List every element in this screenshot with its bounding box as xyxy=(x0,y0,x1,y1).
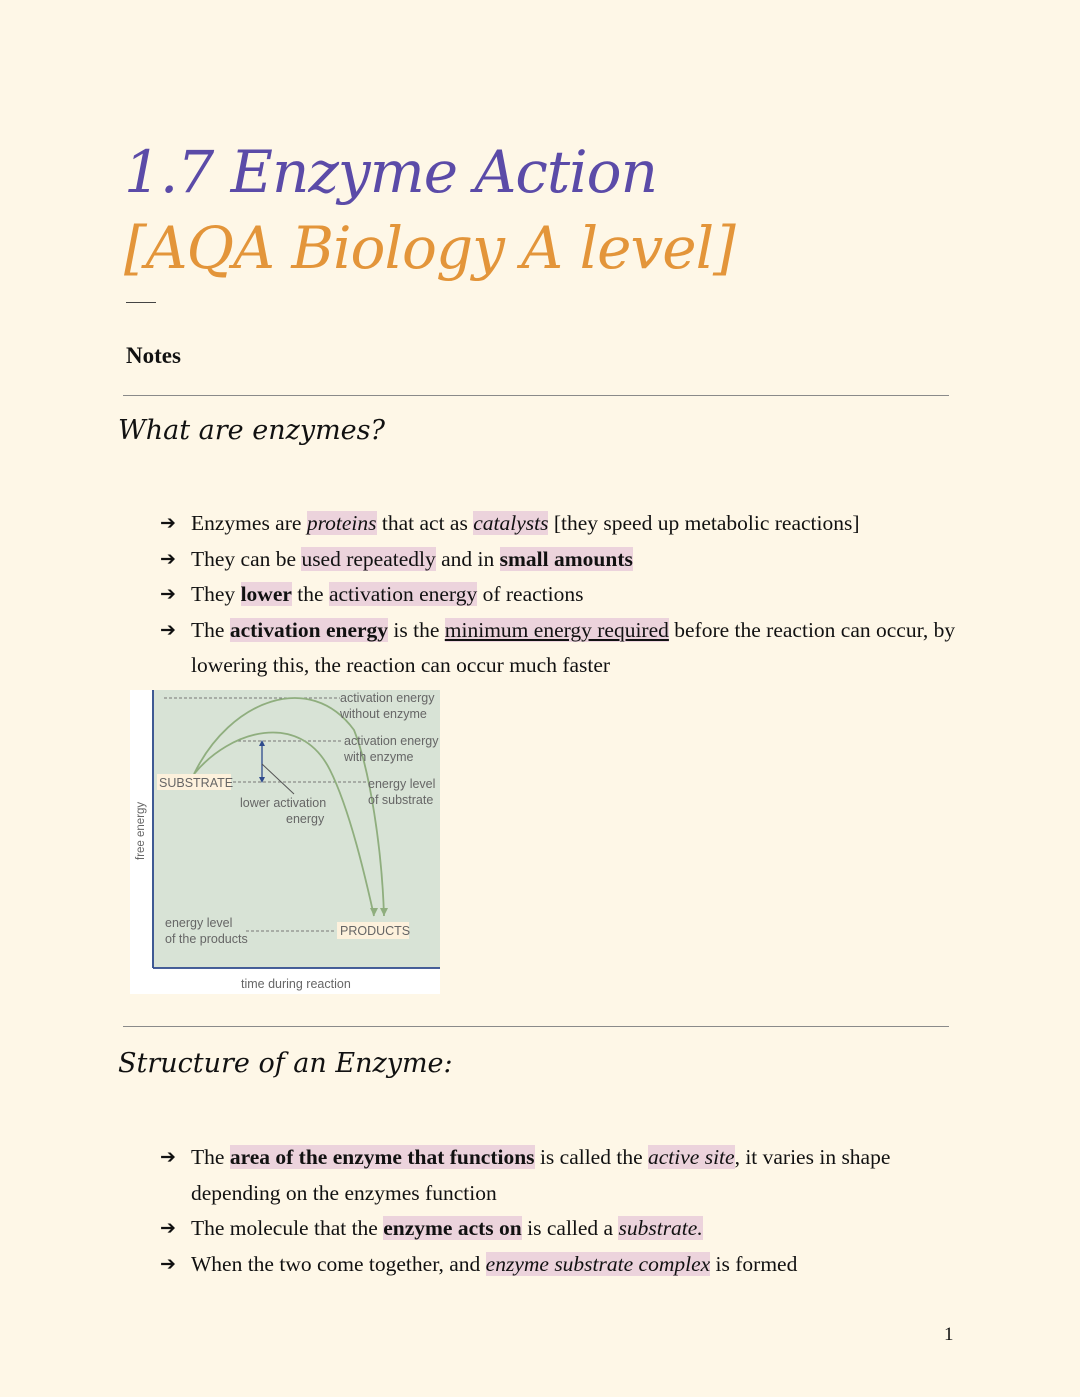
label-substrate: SUBSTRATE xyxy=(159,776,234,790)
title-divider xyxy=(126,302,156,303)
label-act-without-1: activation energy xyxy=(340,691,435,705)
label-act-without-2: without enzyme xyxy=(340,707,427,721)
label-lower-2: energy xyxy=(286,812,325,826)
list-item: ➔ They lower the activation energy of reactions xyxy=(160,577,960,613)
page-number: 1 xyxy=(944,1324,954,1345)
list-item: ➔ When the two come together, and enzyme substrate complex is formed xyxy=(160,1247,960,1283)
arrow-bullet-icon: ➔ xyxy=(160,1146,176,1168)
list-item: ➔ The area of the enzyme that functions is called the active site, it varies in shape depending on the enzymes function xyxy=(160,1140,960,1211)
list-item: ➔ The activation energy is the minimum energy required before the reaction can occur, by lowering this, the reaction can occur much faster xyxy=(160,613,960,684)
highlight-catalysts: catalysts xyxy=(473,511,549,535)
section-divider xyxy=(123,1026,949,1027)
label-products: PRODUCTS xyxy=(340,924,411,938)
label-lower-1: lower activation xyxy=(240,796,327,810)
list-item: ➔ They can be used repeatedly and in small amounts xyxy=(160,542,960,578)
highlight-minimum-energy-required: minimum energy required xyxy=(444,617,669,642)
highlight-activation-energy: activation energy xyxy=(328,582,478,607)
list-item: ➔ Enzymes are proteins that act as catalysts [they speed up metabolic reactions] xyxy=(160,506,960,542)
highlight-proteins: proteins xyxy=(306,511,377,535)
section-heading-what-are-enzymes: What are enzymes? xyxy=(118,415,385,446)
arrow-bullet-icon: ➔ xyxy=(160,1252,176,1275)
highlight-lower: lower xyxy=(240,582,292,607)
document-title-line-1: 1.7 Enzyme Action xyxy=(124,138,657,206)
section-divider xyxy=(123,395,949,396)
highlight-enzyme-substrate-complex: enzyme substrate complex xyxy=(485,1251,711,1276)
highlight-used-repeatedly: used repeatedly xyxy=(301,546,436,571)
highlight-enzyme-acts-on: enzyme acts on xyxy=(383,1216,522,1241)
label-act-with-2: with enzyme xyxy=(344,750,414,764)
highlight-small-amounts: small amounts xyxy=(499,546,633,571)
enzymes-bullet-list xyxy=(160,506,960,684)
arrow-bullet-icon: ➔ xyxy=(160,618,176,641)
label-energy-prod-1: energy level xyxy=(165,916,233,930)
label-energy-prod-2: of the products xyxy=(165,932,248,946)
list-item: ➔ The molecule that the enzyme acts on is called a substrate. xyxy=(160,1211,960,1247)
label-energy-sub-1: energy level xyxy=(368,777,436,791)
label-act-with-1: activation energy xyxy=(344,734,439,748)
arrow-bullet-icon: ➔ xyxy=(160,1217,176,1240)
structure-bullet-list xyxy=(160,1140,960,1282)
highlight-area-of-enzyme: area of the enzyme that functions xyxy=(229,1145,535,1169)
notes-label: Notes xyxy=(126,343,181,368)
label-energy-sub-2: of substrate xyxy=(368,793,434,807)
arrow-bullet-icon: ➔ xyxy=(160,512,176,534)
arrow-bullet-icon: ➔ xyxy=(160,547,176,570)
document-title-line-2: [AQA Biology A level] xyxy=(124,214,735,282)
highlight-substrate: substrate. xyxy=(618,1216,703,1241)
label-x-axis: time during reaction xyxy=(241,977,351,991)
section-heading-structure: Structure of an Enzyme: xyxy=(118,1048,453,1079)
label-y-axis: free energy xyxy=(135,801,147,860)
activation-energy-diagram xyxy=(130,690,440,994)
highlight-active-site: active site xyxy=(648,1145,735,1169)
highlight-activation-energy-bold: activation energy xyxy=(229,617,389,642)
arrow-bullet-icon: ➔ xyxy=(160,583,176,606)
